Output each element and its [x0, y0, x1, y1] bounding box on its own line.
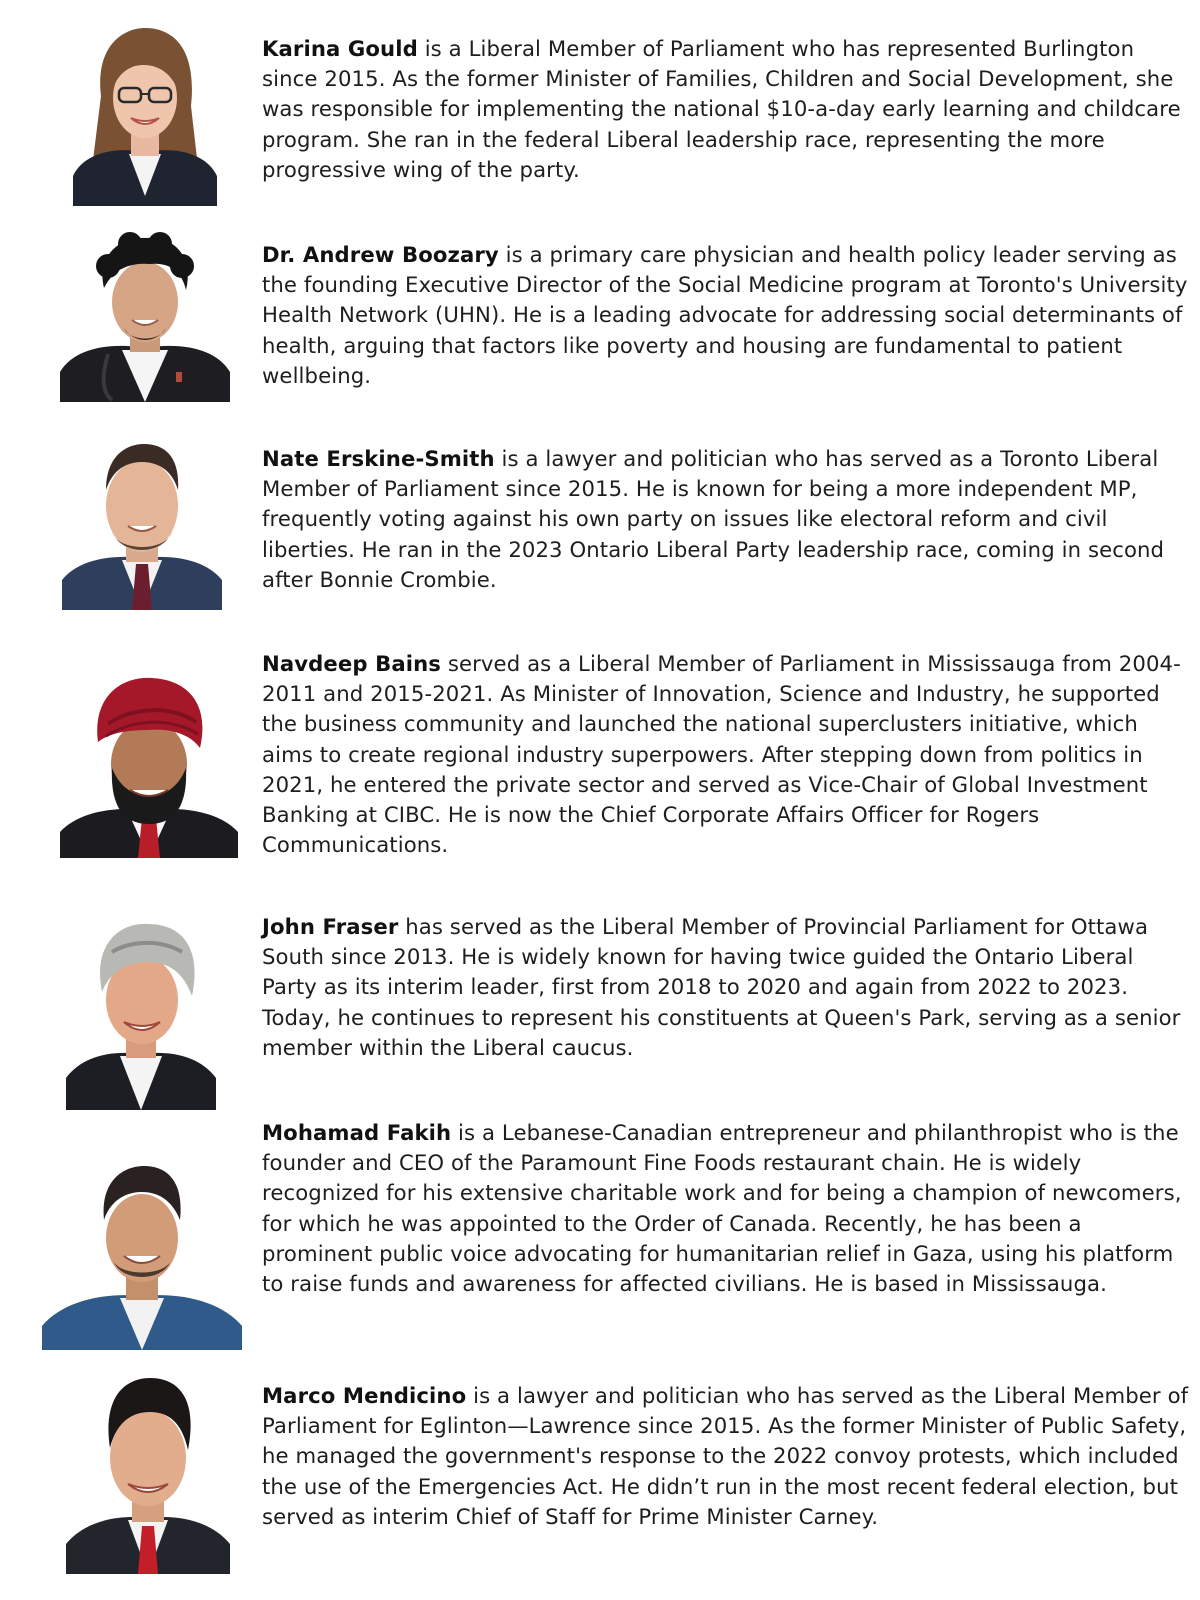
bio-name: Nate Erskine-Smith — [262, 446, 495, 471]
portrait-icon — [62, 440, 222, 610]
bio-name: Dr. Andrew Boozary — [262, 242, 499, 267]
bio-description: is a Liberal Member of Parliament who has represented Burlington since 2015. As the former Minister of Families, Children and Social Development, she was responsible for implementing the national $10-a-day early learning and childcare program. She ran in the federal Liberal leadership race, representing the more progressive wing of the party. — [262, 36, 1181, 182]
bio-name: Navdeep Bains — [262, 651, 441, 676]
bio-name: Mohamad Fakih — [262, 1120, 452, 1145]
portrait-icon — [66, 1374, 230, 1574]
bio-description: is a lawyer and politician who has served as the Liberal Member of Parliament for Eglinton—Lawrence since 2015. As the former Minister of Public Safety, he managed the government's response to the 2022 convoy protests, which included the use of the Emergencies Act. He didn’t run in the most recent federal election, but served as interim Chief of Staff for Prime Minister Carney. — [262, 1383, 1189, 1529]
bio-text — [262, 444, 1194, 595]
bio-text — [262, 1118, 1194, 1299]
portrait-icon — [60, 232, 230, 402]
portrait-icon — [73, 26, 217, 206]
bio-description: has served as the Liberal Member of Provincial Parliament for Ottawa South since 2013. He is widely known for having twice guided the Ontario Liberal Party as its interim leader, first from 2018 to 2020 and again from 2022 to 2023. Today, he continues to represent his constituents at Queen's Park, serving as a senior member within the Liberal caucus. — [262, 914, 1181, 1060]
bio-name: Marco Mendicino — [262, 1383, 467, 1408]
portrait-icon — [66, 922, 216, 1110]
bio-text — [262, 1381, 1194, 1532]
bio-name: Karina Gould — [262, 36, 418, 61]
bio-text — [262, 912, 1194, 1063]
bio-text — [262, 649, 1194, 860]
bio-text — [262, 240, 1194, 391]
bio-name: John Fraser — [262, 914, 399, 939]
bio-description: is a primary care physician and health policy leader serving as the founding Executive Director of the Social Medicine program at Toronto's University Health Network (UHN). He is a leading advocate for addressing social determinants of health, arguing that factors like poverty and housing are fundamental to patient wellbeing. — [262, 242, 1188, 388]
portrait-icon — [42, 1162, 242, 1350]
bio-text — [262, 34, 1194, 185]
bio-description: is a Lebanese-Canadian entrepreneur and philanthropist who is the founder and CEO of the Paramount Fine Foods restaurant chain. He is widely recognized for his extensive charitable work and for being a champion of newcomers, for which he was appointed to the Order of Canada. Recently, he has been a prominent public voice advocating for humanitarian relief in Gaza, using his platform to raise funds and awareness for affected civilians. He is based in Mississauga. — [262, 1120, 1182, 1297]
portrait-icon — [60, 672, 238, 858]
bio-description: served as a Liberal Member of Parliament in Mississauga from 2004-2011 and 2015-2021. As Minister of Innovation, Science and Industry, he supported the business community and launched the national superclusters initiative, which aims to create regional industry superpowers. After stepping down from politics in 2021, he entered the private sector and served as Vice-Chair of Global Investment Banking at CIBC. He is now the Chief Corporate Affairs Officer for Rogers Communications. — [262, 651, 1181, 858]
bio-description: is a lawyer and politician who has served as a Toronto Liberal Member of Parliament since 2015. He is known for being a more independent MP, frequently voting against his own party on issues like electoral reform and civil liberties. He ran in the 2023 Ontario Liberal Party leadership race, coming in second after Bonnie Crombie. — [262, 446, 1165, 592]
